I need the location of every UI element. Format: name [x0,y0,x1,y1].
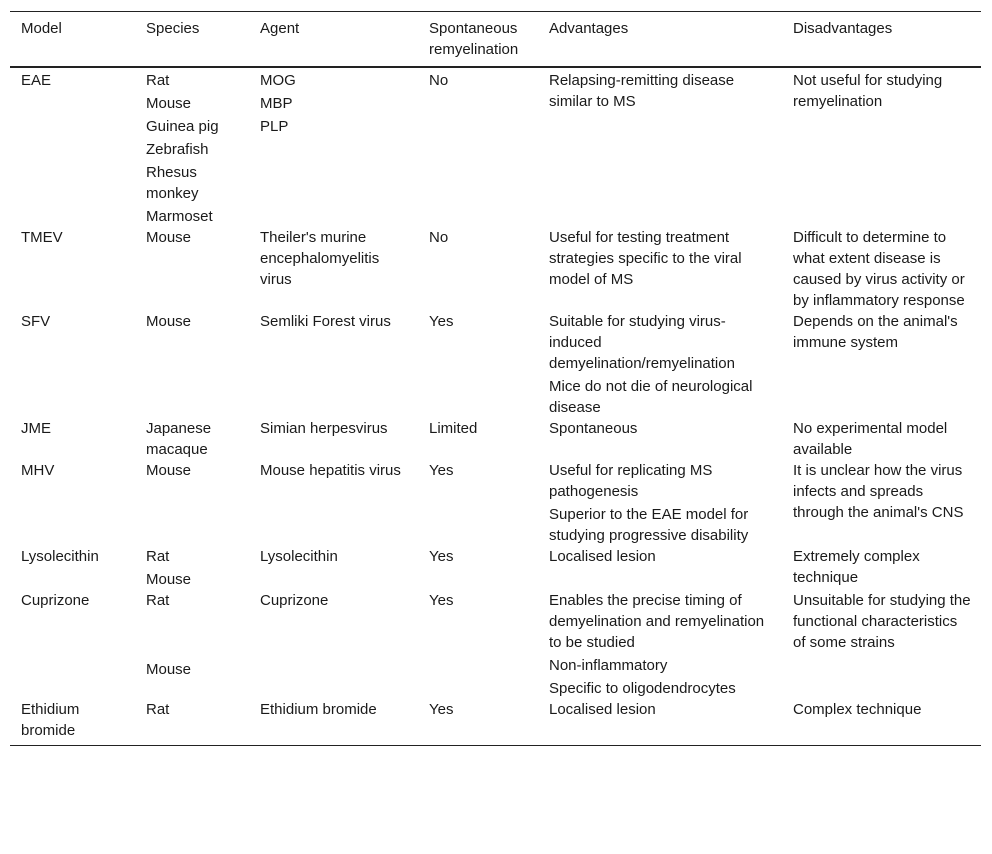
cell-model-line: TMEV [21,229,63,246]
cell-species [135,311,249,418]
cell-species-line: Marmoset [146,208,213,225]
cell-disadvantages [782,311,981,418]
cell-spontaneous-remyelination [418,67,538,227]
cell-model [10,460,135,546]
table-row [10,227,981,311]
cell-species-line: Japanese macaque [146,420,212,458]
cell-disadvantages [782,590,981,699]
cell-agent [249,590,418,699]
cell-agent [249,460,418,546]
models-table-container [10,11,981,746]
header-agent: Agent [260,20,300,37]
cell-model [10,227,135,311]
table-header-row [10,12,981,68]
models-table [10,11,981,746]
cell-species-line: Mouse [146,95,192,112]
cell-agent [249,699,418,746]
cell-spontaneous-remyelination-line: Yes [429,462,454,479]
cell-disadvantages [782,699,981,746]
table-row [10,311,981,418]
table-row [10,418,981,460]
cell-advantages-line: Useful for testing treatment strategies specific to the viral model of MS [549,229,742,288]
cell-disadvantages-line: Complex technique [793,701,922,718]
cell-species [135,418,249,460]
cell-species-line: Mouse [146,571,192,588]
cell-disadvantages-line: Difficult to determine to what extent disease is caused by virus activity or by inflammatory response [793,229,965,309]
cell-agent [249,418,418,460]
header-model: Model [21,20,62,37]
cell-disadvantages [782,227,981,311]
cell-agent-line: Lysolecithin [260,548,338,565]
cell-advantages-line: Specific to oligodendrocytes [549,680,736,697]
cell-spontaneous-remyelination [418,460,538,546]
cell-disadvantages-line: It is unclear how the virus infects and spreads through the animal's CNS [793,462,964,521]
cell-model-line: EAE [21,72,52,89]
cell-disadvantages [782,67,981,227]
cell-species [135,699,249,746]
cell-disadvantages [782,546,981,590]
cell-disadvantages-line: Unsuitable for studying the functional characteristics of some strains [793,592,971,651]
cell-species-line: Rat [146,592,170,609]
cell-model [10,67,135,227]
cell-advantages-line: Enables the precise timing of demyelination and remyelination to be studied [549,592,765,651]
cell-model [10,418,135,460]
cell-advantages [538,418,782,460]
cell-spontaneous-remyelination-line: Limited [429,420,478,437]
cell-spontaneous-remyelination [418,699,538,746]
cell-agent [249,67,418,227]
cell-species-line: Mouse [146,313,192,330]
cell-disadvantages-line: Depends on the animal's immune system [793,313,958,351]
cell-spontaneous-remyelination-line: Yes [429,313,454,330]
cell-species-line: Zebrafish [146,141,209,158]
cell-model-line: SFV [21,313,51,330]
cell-advantages [538,590,782,699]
cell-spontaneous-remyelination [418,590,538,699]
cell-species-line [146,613,241,634]
cell-advantages [538,460,782,546]
cell-model-line: Ethidium bromide [21,701,80,739]
cell-agent [249,311,418,418]
cell-spontaneous-remyelination-line: No [429,229,449,246]
table-body [10,67,981,746]
cell-species [135,460,249,546]
cell-model-line: JME [21,420,51,437]
cell-spontaneous-remyelination-line: Yes [429,701,454,718]
cell-agent [249,546,418,590]
table-row [10,546,981,590]
cell-species-line: Rat [146,548,170,565]
cell-spontaneous-remyelination-line: Yes [429,592,454,609]
cell-advantages [538,227,782,311]
cell-model-line: Cuprizone [21,592,90,609]
cell-disadvantages [782,418,981,460]
cell-advantages [538,311,782,418]
header-advantages: Advantages [549,20,629,37]
cell-species-line: Rhesus monkey [146,164,199,202]
cell-species-line: Mouse [146,229,192,246]
cell-advantages [538,699,782,746]
cell-advantages-line: Mice do not die of neurological disease [549,378,753,416]
cell-agent [249,227,418,311]
cell-agent-line: Mouse hepatitis virus [260,462,401,479]
header-species: Species [146,20,200,37]
cell-spontaneous-remyelination-line: Yes [429,548,454,565]
cell-model [10,699,135,746]
cell-agent-line: Semliki Forest virus [260,313,391,330]
cell-spontaneous-remyelination-line: No [429,72,449,89]
table-row [10,699,981,746]
header-disadvantages: Disadvantages [793,20,893,37]
cell-disadvantages-line: Extremely complex technique [793,548,920,586]
cell-agent-line: MOG [260,72,296,89]
table-row [10,590,981,699]
cell-disadvantages [782,460,981,546]
cell-spontaneous-remyelination [418,227,538,311]
cell-advantages-line: Localised lesion [549,701,656,718]
cell-species [135,67,249,227]
cell-agent-line: Simian herpesvirus [260,420,388,437]
cell-species-line: Rat [146,701,170,718]
cell-species-line: Rat [146,72,170,89]
cell-agent-line: Theiler's murine encephalomyelitis virus [260,229,380,288]
cell-advantages-line: Useful for replicating MS pathogenesis [549,462,713,500]
cell-species-line: Mouse [146,462,192,479]
table-row [10,67,981,227]
cell-advantages-line: Suitable for studying virus-induced demyelination/remyelination [549,313,735,372]
cell-agent-line: Cuprizone [260,592,329,609]
cell-species-line: Mouse [146,661,192,678]
cell-species [135,227,249,311]
cell-agent-line: PLP [260,118,289,135]
header-spontaneous-remyelination: Spontaneous remyelination [429,20,519,58]
cell-advantages-line: Non-inflammatory [549,657,668,674]
cell-advantages [538,67,782,227]
cell-advantages-line: Localised lesion [549,548,656,565]
cell-species [135,590,249,699]
cell-species-line: Guinea pig [146,118,219,135]
cell-agent-line: MBP [260,95,293,112]
cell-advantages [538,546,782,590]
cell-advantages-line: Superior to the EAE model for studying progressive disability [549,506,749,544]
cell-species-line [146,636,241,657]
cell-model [10,311,135,418]
cell-species [135,546,249,590]
cell-spontaneous-remyelination [418,311,538,418]
table-row [10,460,981,546]
cell-disadvantages-line: No experimental model available [793,420,948,458]
cell-model [10,590,135,699]
cell-advantages-line: Spontaneous [549,420,638,437]
cell-spontaneous-remyelination [418,418,538,460]
cell-model-line: MHV [21,462,55,479]
cell-model-line: Lysolecithin [21,548,99,565]
cell-spontaneous-remyelination [418,546,538,590]
cell-disadvantages-line: Not useful for studying remyelination [793,72,943,110]
cell-advantages-line: Relapsing-remitting disease similar to MS [549,72,735,110]
cell-model [10,546,135,590]
cell-agent-line: Ethidium bromide [260,701,377,718]
